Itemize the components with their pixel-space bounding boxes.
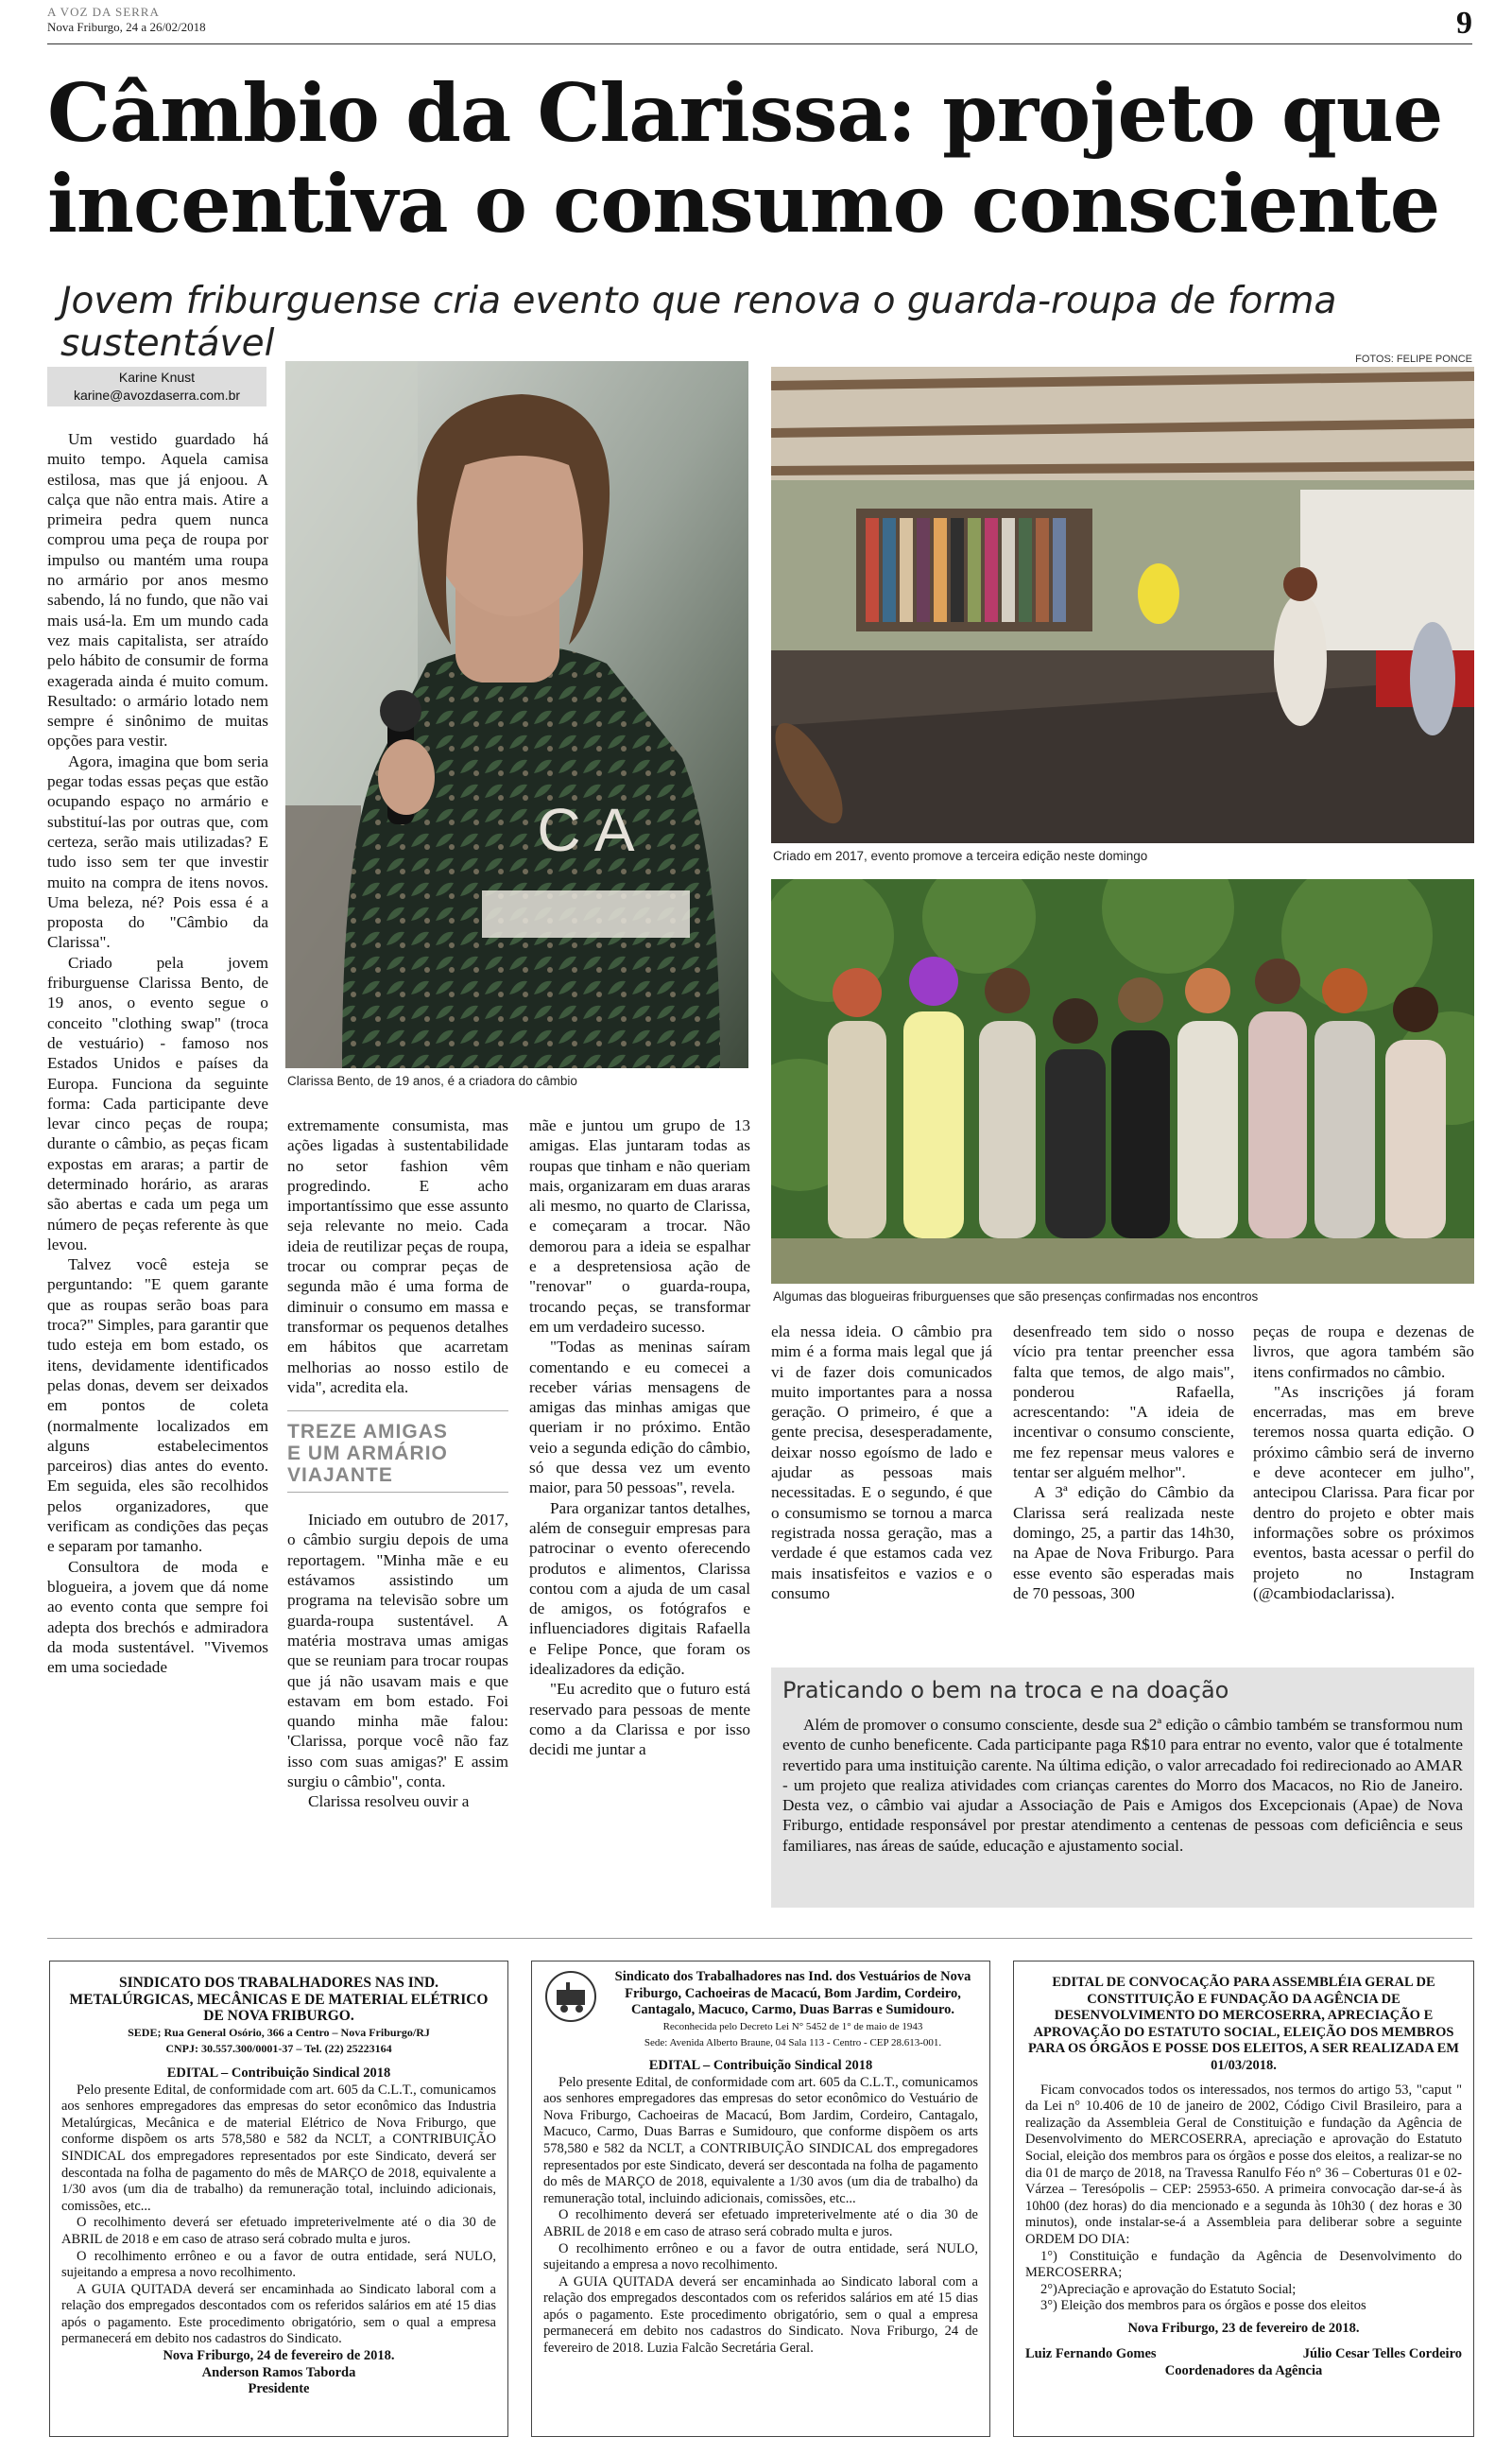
subheadline: Jovem friburguense cria evento que renova o guarda-roupa de forma sustentável — [60, 280, 1337, 365]
section-heading-line: E UM ARMÁRIO — [287, 1443, 448, 1465]
notice-role: Presidente — [248, 2381, 310, 2397]
paragraph: ela nessa ideia. O câmbio pra mim é a forma mais legal que já vi de fazer dois comunicados muito importantes para a nossa geração. O primeiro, é que a gente precisa, desesperadamente, deixar nosso egoísmo de lado e ajudar as pessoas mais necessitadas. E o segundo, é que o consumismo se tornou a marca registrada nossa geração, mas a verdade é que estamos cada vez mais insatisfeitos e vazios e o consumo — [771, 1322, 992, 1602]
event-caption: Criado em 2017, evento promove a terceira edição neste domingo — [773, 849, 1148, 863]
svg-text:C A: C A — [537, 796, 635, 864]
section-heading-line: VIAJANTE — [287, 1464, 508, 1493]
paragraph: extremamente consumista, mas ações ligadas à sustentabilidade no setor fashion vêm progredindo. E acho importantíssimo que esse assunto seja relevante no meio. Cada ideia de reutilizar peças de roupa, trocar ou comprar peças de segunda mão é uma forma de diminuir o consumo em massa e transformar os pequenos detalhes em hábitos que acarretam melhorias ao nosso estilo de vida", acredita ela. — [287, 1116, 508, 1396]
union-notice-metalworkers — [49, 1961, 508, 2437]
assembly-convocation-notice — [1013, 1961, 1474, 2437]
clarissa-portrait-image — [285, 361, 748, 1068]
notice-title: EDITAL DE CONVOCAÇÃO PARA ASSEMBLÉIA GERAL DE CONSTITUIÇÃO E FUNDAÇÃO DA AGÊNCIA DE DESENVOLVIMENTO DO MERCOSERRA, APRECIAÇÃO E APROVAÇÃO DO ESTATUTO SOCIAL, ELEIÇÃO DOS MEMBROS PARA OS ÓRGÃOS E POSSE DOS ELEITOS, A SER REALIZADA EM 01/03/2018. — [1028, 1975, 1459, 2073]
byline — [47, 367, 266, 406]
notice-address: SEDE; Rua General Osório, 366 a Centro – Nova Friburgo/RJ — [128, 2025, 430, 2039]
union-logo-icon — [543, 1969, 598, 2024]
notice-paragraph: O recolhimento deverá ser efetuado impreterivelmente até o dia 30 de ABRIL de 2018 e em caso de atraso será cobrado multa e juros. — [543, 2207, 978, 2239]
headline-line-1: Câmbio da Clarissa: projeto que — [47, 66, 1443, 160]
donation-box — [771, 1668, 1474, 1908]
bloggers-group-image — [771, 879, 1474, 1284]
notice-paragraph: O recolhimento errôneo e ou a favor de outra entidade, será NULO, sujeitando a empresa a novo recolhimento. — [61, 2248, 496, 2281]
section-heading-line: TREZE AMIGAS — [287, 1421, 448, 1443]
paragraph: "Todas as meninas saíram comentando e eu comecei a receber várias mensagens de amigas das minhas amigas que queriam ir no próximo. Então veio a segunda edição do câmbio, só que dessa vez um evento maior, para 50 pessoas", revela. — [529, 1338, 750, 1497]
notice-paragraph: Ficam convocados todos os interessados, nos termos do artigo 53, "caput " da Lei n° 10.406 de 10 de janeiro de 2002, Código Civil Brasileiro, para a realização da Assembleia Geral de Constituição e fundação da Agência de Desenvolvimento do MERCOSERRA, apreciação e aprovação do Estatuto Social, eleição dos membros para os órgãos e posse dos eleitos, a realizar-se no dia 01 de março de 2018, na Travessa Ranulfo Féo n° 36 – Coberturas 01 e 02- Várzea – Teresópolis – CEP: 25953-650. A primeira convocação dar-se-á às 10h00 (dez horas) do dia mencionado e a segunda às 10h30 ( dez horas e 30 minutos), onde instalar-se-á a Assembleia para deliberar sobre a seguinte ORDEM DO DIA: — [1025, 2082, 1462, 2247]
notice-agenda-item: 1°) Constituição e fundação da Agência de Desenvolvimento do MERCOSERRA; — [1025, 2248, 1462, 2281]
ads-separator — [47, 1938, 1472, 1939]
masthead-date: Nova Friburgo, 24 a 26/02/2018 — [47, 20, 206, 34]
paragraph: mãe e juntou um grupo de 13 amigas. Elas juntaram todas as roupas que tinham e não queriam mais, organizaram em duas araras ali mesmo, no quarto de Clarissa, e começaram a trocar. Não demorou para a ideia se espalhar e a despretensiosa ação de "renovar" o guarda-roupa, trocando peças, se transformar em um verdadeiro sucesso. — [529, 1116, 750, 1336]
notice-paragraph: A GUIA QUITADA deverá ser encaminhada ao Sindicato laboral com a relação dos empregados descontados com os referidos salários em até 15 dias após o pagamento. Este procedimento obrigatório, sem o qual a empresa permanecerá em debito nos cadastros do Sindicato. Nova Friburgo, 24 de fevereiro de 2018. Luzia Falcão Secretária Geral. — [543, 2273, 978, 2357]
paragraph: Agora, imagina que bom seria pegar todas essas peças que estão ocupando espaço no armário e substituí-las por outras que, com certeza, serão mais utilizadas? E tudo isso sem ter que investir muito na compra de itens novos. Uma beleza, né? Pois essa é a proposta do "Câmbio da Clarissa". — [47, 752, 268, 952]
notice-signers — [1025, 2346, 1462, 2363]
portrait-caption: Clarissa Bento, de 19 anos, é a criadora do câmbio — [287, 1074, 577, 1088]
notice-date: Nova Friburgo, 23 de fevereiro de 2018. — [1127, 2320, 1360, 2336]
notice-paragraph: Pelo presente Edital, de conformidade com art. 605 da C.L.T., comunicamos aos senhores empregadores das empresas do setor econômico do Vestuário de Nova Friburgo, Cachoeiras de Macacú, Bom Jardim, Cordeiro, Cantagalo, Macuco, Carmo, Duas Barras e Sumidouro, que conforme dispõem os arts 578,580 e 582 da NCLT, a CONTRIBUIÇÃO SINDICAL dos empregadores representados por este Sindicato, deverá ser descontada na folha de pagamento do mês de MARÇO de 2018, equivalente a 1/30 avos (um dia de trabalho) da remuneração total, incluindo adicionais, comissões, etc... — [543, 2074, 978, 2206]
union-notice-garment-workers — [531, 1961, 990, 2437]
article-column-1 — [47, 429, 268, 1677]
notice-cnpj: CNPJ: 30.557.300/0001-37 – Tel. (22) 25223164 — [165, 2042, 392, 2056]
paragraph: Consultora de moda e blogueira, a jovem que dá nome ao evento conta que sempre foi adepta dos brechós e admiradora da moda sustentável. "Vivemos em uma sociedade — [47, 1557, 268, 1677]
section-heading — [287, 1410, 508, 1493]
notice-title: Sindicato dos Trabalhadores nas Ind. dos Vestuários de Nova Friburgo, Cachoeiras de Macacú, Bom Jardim, Cordeiro, Cantagalo, Macuco, Carmo, Duas Barras e Sumidouro. — [614, 1969, 971, 2018]
paragraph: desenfreado tem sido o nosso vício pra tentar preencher essa falta que temos, de algo mais", ponderou Rafaella, acrescentando: "A ideia de incentivar o consumo consciente, me fez repensar meus valores e tentar ser alguém melhor". — [1013, 1322, 1234, 1482]
author-name: Karine Knust — [118, 370, 196, 385]
page-number: 9 — [1456, 6, 1472, 41]
notice-signer: Anderson Ramos Taborda — [201, 2364, 356, 2380]
group-caption: Algumas das blogueiras friburguenses que são presenças confirmadas nos encontros — [773, 1289, 1259, 1304]
notice-paragraph: O recolhimento deverá ser efetuado impreterivelmente até o dia 30 de ABRIL de 2018 e em caso de atraso será cobrado multa e juros. — [61, 2215, 496, 2247]
donation-box-text — [782, 1715, 1463, 1856]
group-photo — [771, 879, 1474, 1284]
headline-line-2: incentiva o consumo consciente — [47, 157, 1440, 251]
paragraph: Um vestido guardado há muito tempo. Aquela camisa estilosa, mas que já enjoou. A calça que não entra mais. Atire a primeira pedra quem nunca comprou uma peça de roupa por impulso ou mantém uma roupa no armário por anos mesmo sabendo, lá no fundo, que não vai mais usá-la. Em um mundo cada vez mais capitalista, ser atraído pelo hábito de consumir de forma exagerada ainda é muito comum. Resultado: o armário lotado nem sempre é sinônimo de muitas opções para vestir. — [47, 430, 268, 751]
notice-agenda-item: 2°)Apreciação e aprovação do Estatuto Social; — [1040, 2281, 1297, 2297]
notice-address: Sede: Avenida Alberto Braune, 04 Sala 113 - Centro - CEP 28.613-001. — [644, 2037, 942, 2049]
masthead-name: A VOZ DA SERRA — [47, 5, 160, 19]
paragraph: Clarissa resolveu ouvir a — [308, 1792, 470, 1811]
paragraph: Iniciado em outubro de 2017, o câmbio surgiu depois de uma reportagem. "Minha mãe e eu estávamos assistindo um programa na televisão sobre um guarda-roupa sustentável. A matéria mostrava umas amigas que se reuniam para trocar roupas que já não usavam mais e que estavam em bom estado. Foi quando minha mãe falou: 'Clarissa, porque você não faz isso com suas amigas?' E assim surgiu o câmbio", conta. — [287, 1511, 508, 1791]
portrait-photo — [285, 361, 748, 1068]
headline — [47, 68, 1465, 250]
masthead — [47, 5, 206, 35]
notice-title: SINDICATO DOS TRABALHADORES NAS IND. METALÚRGICAS, MECÂNICAS E DE MATERIAL ELÉTRICO DE NOVA FRIBURGO. — [69, 1975, 489, 2025]
notice-agenda-item: 3°) Eleição dos membros para os órgãos e posse dos eleitos — [1040, 2298, 1366, 2314]
article-column-5 — [1013, 1322, 1234, 1603]
notice-signer: Júlio Cesar Telles Cordeiro — [1302, 2346, 1462, 2362]
notice-date: Nova Friburgo, 24 de fevereiro de 2018. — [163, 2348, 395, 2364]
notice-recognition: Reconhecida pelo Decreto Lei N° 5452 de 1° de maio de 1943 — [662, 2020, 923, 2032]
notice-header — [543, 1969, 978, 2058]
paragraph: "Eu acredito que o futuro está reservado para pessoas de mente como a da Clarissa e por isso decidi me juntar a — [529, 1680, 750, 1759]
notice-heading: EDITAL – Contribuição Sindical 2018 — [166, 2065, 391, 2081]
paragraph: Talvez você esteja se perguntando: "E quem garante que as roupas serão boas para troca?" Simples, para garantir que tudo esteja em bom estado, os itens, devidamente identificados pelas donas, devem ser deixados em pontos de coleta (normalmente localizados em alguns estabelecimentos parceiros) dias antes do evento. Em seguida, eles são recolhidos pelos organizadores, que verificam as condições das peças e separam por tamanho. — [47, 1255, 268, 1556]
article-column-2 — [287, 1115, 508, 1812]
paragraph: Além de promover o consumo consciente, desde sua 2ª edição o câmbio também se transformou num evento de cunho beneficente. Cada participante paga R$10 para entrar no evento, valor que é totalmente revertido para uma instituição carente. Na última edição, o valor arrecadado foi redirecionado ao AMAR - um projeto que realiza atividades com crianças carentes do Morro dos Macacos, no Rio de Janeiro. Desta vez, o câmbio vai ajudar a Associação de Pais e Amigos dos Excepcionais (Apae) de Nova Friburgo, entidade responsável por prestar atendimento a centenas de pessoas com deficiência e seus familiares, nas áreas de saúde, educação e ajustamento social. — [782, 1716, 1463, 1855]
article-column-6 — [1253, 1322, 1474, 1603]
header-rule — [47, 43, 1472, 44]
notice-heading: EDITAL – Contribuição Sindical 2018 — [648, 2057, 873, 2073]
event-photo — [771, 367, 1474, 843]
donation-box-title: Praticando o bem na troca e na doação — [782, 1677, 1229, 1703]
article-column-4 — [771, 1322, 992, 1603]
event-venue-image — [771, 367, 1474, 843]
notice-paragraph: O recolhimento errôneo e ou a favor de outra entidade, será NULO, sujeitando a empresa a novo recolhimento. — [543, 2240, 978, 2273]
notice-role: Coordenadores da Agência — [1164, 2363, 1323, 2379]
author-email[interactable]: karine@avozdaserra.com.br — [73, 388, 241, 403]
paragraph: peças de roupa e dezenas de livros, que agora também são itens confirmados no câmbio. — [1253, 1322, 1474, 1381]
article-column-3 — [529, 1115, 750, 1760]
notice-paragraph: A GUIA QUITADA deverá ser encaminhada ao Sindicato laboral com a relação dos empregados descontados com os referidos salários em até 15 dias após o pagamento. Este procedimento obrigatório, sem o qual a empresa permanecerá em debito nos cadastros do Sindicato. — [61, 2281, 496, 2347]
paragraph: Criado pela jovem friburguense Clarissa Bento, de 19 anos, o evento segue o conceito "clothing swap" (troca de vestuário) - famoso nos Estados Unidos e países da Europa. Funciona da seguinte forma: Cada participante deve levar cinco peças de roupa; durante o câmbio, as peças ficam expostas em araras; a partir de determinado horário, as araras são abertas e cada um pega um número de peças referente às que levou. — [47, 953, 268, 1253]
notice-paragraph: Pelo presente Edital, de conformidade com art. 605 da C.L.T., comunicamos aos senhores empregadores das empresas do setor econômico das Industria Metalúrgicas, Mecânica e de material Elétrico de Nova Friburgo, que conforme dispõem os arts 578,580 e 582 da NCLT, a CONTRIBUIÇÃO SINDICAL dos empregadores representados por este Sindicato, deverá ser descontada na folha de pagamento do mês de MARÇO de 2018, equivalente a 1/30 avos (um dia de trabalho) da remuneração total, incluindo adicionais, comissões, etc... — [61, 2082, 496, 2214]
paragraph: Para organizar tantos detalhes, além de conseguir empresas para patrocinar o evento oferecendo produtos e alimentos, Clarissa contou com a ajuda de um casal de amigos, os fotógrafos e influenciadores digitais Rafaella e Felipe Ponce, que foram os idealizadores da edição. — [529, 1498, 750, 1679]
notice-signer: Luiz Fernando Gomes — [1025, 2346, 1157, 2362]
paragraph: A 3ª edição do Câmbio da Clarissa será realizada neste domingo, 25, a partir das 14h30, na Apae de Nova Friburgo. Para esse evento são esperadas mais de 70 pessoas, 300 — [1013, 1483, 1234, 1602]
photo-credit: FOTOS: FELIPE PONCE — [1355, 354, 1472, 365]
paragraph: "As inscrições já foram encerradas, mas em breve teremos nossa quarta edição. O próximo câmbio será de inverno e deve acontecer em julho", antecipou Clarissa. Para ficar por dentro do projeto e obter mais informações sobre os próximos eventos, basta acessar o perfil do projeto no Instagram (@cambiodaclarissa). — [1253, 1382, 1474, 1602]
